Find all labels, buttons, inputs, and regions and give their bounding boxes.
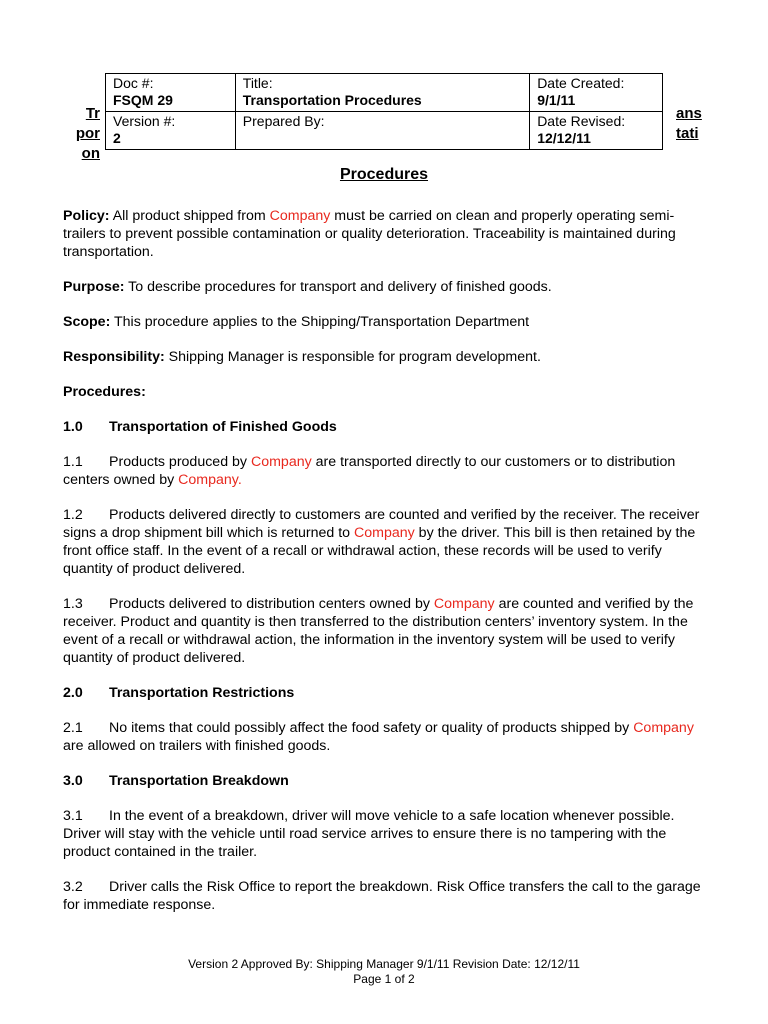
paragraph-number: 1.1 — [63, 454, 83, 470]
page-footer — [0, 957, 768, 987]
section-title: Transportation Restrictions — [109, 685, 295, 701]
text-run: Driver calls the Risk Office to report the breakdown. Risk Office transfers the call to the garage for immediate response. — [63, 879, 701, 913]
page-title: Procedures — [339, 166, 429, 183]
section-heading — [63, 684, 713, 702]
policy-label: Policy: — [63, 208, 110, 224]
paragraph-1-3 — [63, 595, 713, 667]
paragraph-3-1 — [63, 807, 713, 861]
company-placeholder: Company — [250, 454, 312, 470]
prepared-by-label: Prepared By: — [242, 113, 325, 129]
right-fragment-line: tati — [676, 125, 699, 142]
left-fragment-line: Tr — [85, 105, 100, 122]
version-value: 2 — [113, 130, 121, 146]
text-run: Products produced by — [109, 454, 251, 470]
paragraph-number: 1.3 — [63, 596, 83, 612]
company-placeholder: Company — [433, 596, 495, 612]
paragraph-number: 3.2 — [63, 879, 83, 895]
section-number: 2.0 — [63, 685, 83, 701]
date-created-label: Date Created: — [537, 75, 625, 91]
policy-paragraph — [63, 207, 713, 261]
section-title: Transportation of Finished Goods — [109, 419, 337, 435]
text-run: . — [237, 472, 242, 488]
company-placeholder: Company — [354, 525, 415, 541]
text-run: Shipping Manager is responsible for program development. — [164, 349, 541, 365]
footer-page-number: Page 1 of 2 — [353, 972, 415, 986]
section-number: 3.0 — [63, 773, 83, 789]
date-revised-label: Date Revised: — [537, 113, 626, 129]
paragraph-number: 2.1 — [63, 720, 83, 736]
text-run: are allowed on trailers with finished goods. — [63, 738, 331, 754]
responsibility-paragraph — [63, 348, 713, 366]
scope-paragraph — [63, 313, 713, 331]
paragraph-number: 1.2 — [63, 507, 83, 523]
procedures-label: Procedures: — [63, 384, 146, 400]
title-value: Transportation Procedures — [242, 92, 422, 108]
purpose-label: Purpose: — [63, 279, 125, 295]
text-run: are transported directly to our customers or to distribution centers owned by — [63, 454, 676, 488]
doc-number-value: FSQM 29 — [113, 92, 173, 108]
paragraph-number: 3.1 — [63, 808, 83, 824]
text-run: must be carried on clean and properly operating semi-trailers to prevent possible contamination or quality deterioration. Traceability is maintained during transportation. — [63, 208, 676, 260]
scope-label: Scope: — [63, 314, 111, 330]
date-created-value: 9/1/11 — [537, 92, 576, 108]
text-run: This procedure applies to the Shipping/Transportation Department — [110, 314, 530, 330]
footer-version-line: Version 2 Approved By: Shipping Manager 9/1/11 Revision Date: 12/12/11 — [188, 957, 580, 971]
doc-number-label: Doc #: — [113, 75, 154, 91]
paragraph-3-2 — [63, 878, 713, 914]
title-cell — [235, 74, 529, 112]
responsibility-label: Responsibility: — [63, 349, 165, 365]
text-run: No items that could possibly affect the food safety or quality of products shipped by — [109, 720, 634, 736]
text-run: by the driver. This bill is then retained by the front office staff. In the event of a recall or withdrawal action, these records will be used to verify quantity of product delivered. — [63, 525, 696, 577]
text-run: Products delivered to distribution centers owned by — [109, 596, 434, 612]
date-created-cell — [530, 74, 663, 112]
paragraph-1-2 — [63, 506, 713, 578]
company-placeholder: Company — [269, 208, 331, 224]
text-run: All product shipped from — [109, 208, 270, 224]
text-run: In the event of a breakdown, driver will move vehicle to a safe location whenever possible. Driver will stay with the vehicle until road service arrives to ensure there is no tampering with the product contained in the trailer. — [63, 808, 675, 860]
right-fragment-line: ans — [676, 105, 702, 122]
version-label: Version #: — [113, 113, 176, 129]
right-margin-fragment — [676, 104, 716, 144]
document-body — [63, 207, 713, 931]
text-run: Products delivered directly to customers are counted and verified by the receiver. The receiver signs a drop shipment bill which is returned to — [63, 507, 700, 541]
paragraph-1-1 — [63, 453, 713, 489]
company-placeholder: Company — [633, 720, 694, 736]
paragraph-2-1 — [63, 719, 713, 755]
left-margin-fragment — [62, 104, 100, 164]
date-revised-cell — [530, 112, 663, 150]
version-cell — [106, 112, 236, 150]
section-heading — [63, 772, 713, 790]
section-number: 1.0 — [63, 419, 83, 435]
company-placeholder: Company — [178, 472, 238, 488]
doc-number-cell — [106, 74, 236, 112]
document-header-table — [105, 73, 663, 150]
text-run: To describe procedures for transport and delivery of finished goods. — [124, 279, 552, 295]
section-heading — [63, 418, 713, 436]
section-title: Transportation Breakdown — [109, 773, 289, 789]
purpose-paragraph — [63, 278, 713, 296]
date-revised-value: 12/12/11 — [537, 130, 591, 146]
left-fragment-line: on — [81, 145, 100, 162]
left-fragment-line: por — [75, 125, 100, 142]
text-run: are counted and verified by the receiver. Product and quantity is then transferred to the distribution centers’ inventory system. In the event of a recall or withdrawal action, the information in the inventory system will be used to verify quantity of product delivered. — [63, 596, 694, 666]
title-label: Title: — [242, 75, 273, 91]
prepared-by-cell — [235, 112, 529, 150]
